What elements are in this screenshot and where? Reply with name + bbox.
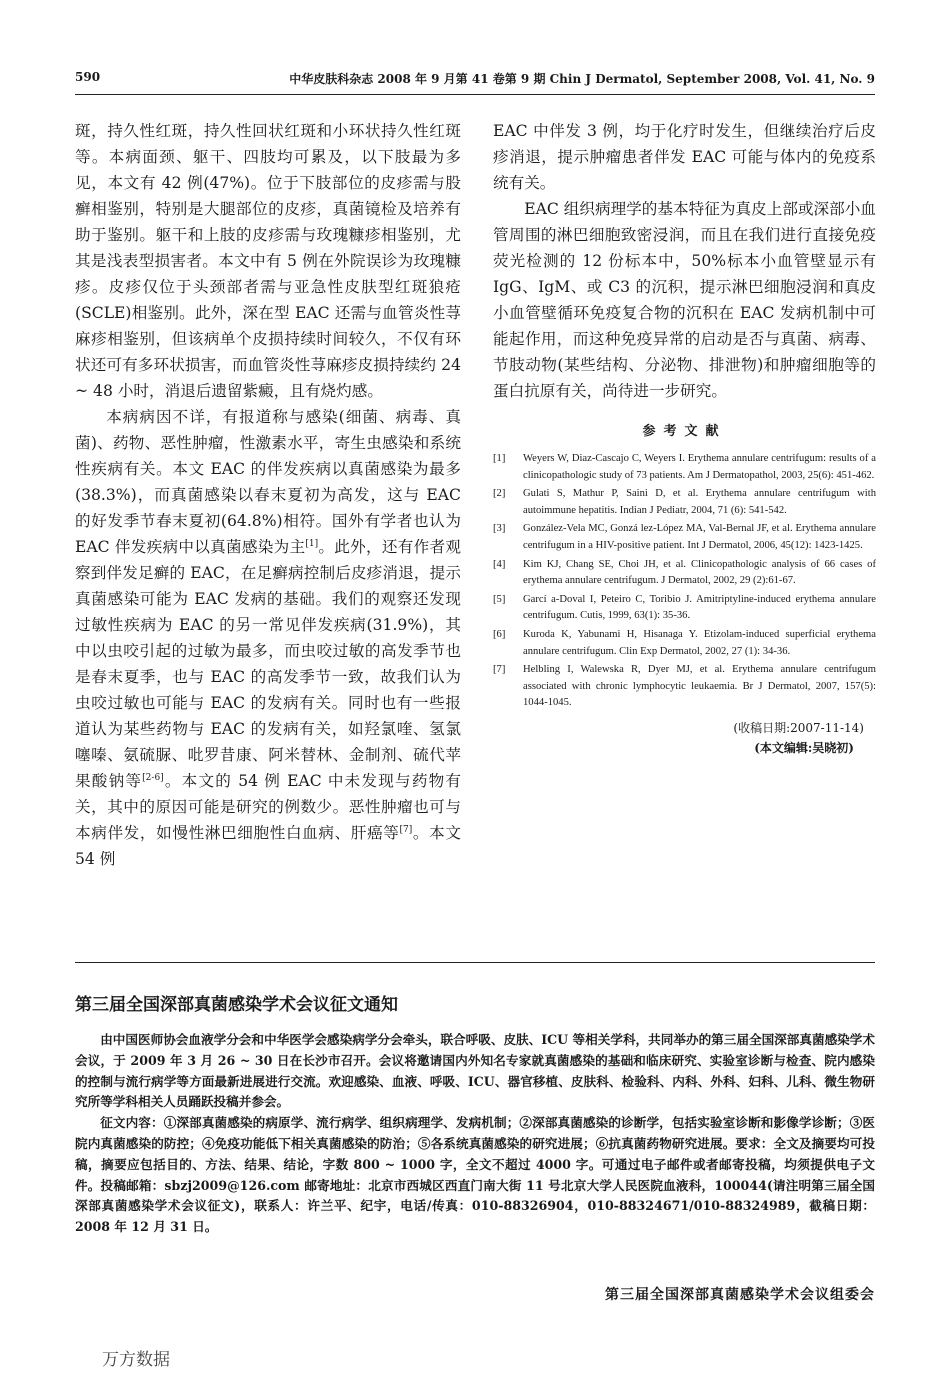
left-column <box>75 118 461 872</box>
citation-1: [1] <box>305 538 319 549</box>
notice-body <box>75 1030 875 1238</box>
right-paragraph-2: EAC 组织病理学的基本特征为真皮上部或深部小血管周围的淋巴细胞致密浸润，而且在我们进行直接免疫荧光检测的 12 份标本中，50%标本小血管壁显示有 IgG、IgM、或 C3 的沉积，提示淋巴细胞浸润和真皮小血管壁循环免疫复合物的沉积在 EAC 发病机制中可能起作用，而这种免疫异常的启动是否与真菌、病毒、节肢动物(某些结构、分泌物、排泄物)和肿瘤细胞等的蛋白抗原有关，尚待进一步研究。 <box>493 200 876 400</box>
reference-number: [3] <box>493 523 506 535</box>
right-column <box>493 118 876 758</box>
left-paragraph-2-part2: 。此外，还有作者观察到伴发足癣的 EAC，在足癣病控制后皮疹消退，提示真菌感染可能为 EAC 发病的基础。我们的观察还发现过敏性疾病为 EAC 的另一常见伴发疾病(31.9%)，其中以虫咬引起的过敏为最多，而虫咬过敏的高发季节也是春末夏季，也与 EAC 的高发季节一致，故我们认为虫咬过敏也可能与 EAC 的发病有关。同时也有一些报道认为某些药物与 EAC 的发病有关，如羟氯喹、氢氯噻嗪、氨硫脲、吡罗昔康、阿米替林、金制剂、硫代苹果酸钠等 <box>75 538 461 790</box>
watermark: 万方数据 <box>102 1350 170 1370</box>
left-paragraph-2-part3: 。本文的 54 例 EAC 中未发现与药物有关，其中的原因可能是研究的例数少。恶性肿瘤也可与本病伴发，如慢性淋巴细胞性白血病、肝癌等 <box>75 772 461 842</box>
left-paragraph-2-part1: 本病病因不详，有报道称与感染(细菌、病毒、真菌)、药物、恶性肿瘤，性激素水平，寄生虫感染和系统性疾病有关。本文 EAC 的伴发疾病以真菌感染为最多(38.3%)，而真菌感染以春末夏初为高发，这与 EAC 的好发季节春末夏初(64.8%)相符。国外有学者也认为 EAC 伴发疾病中以真菌感染为主 <box>75 408 461 556</box>
left-paragraph-2 <box>75 404 461 872</box>
reference-number: [4] <box>493 558 506 570</box>
reference-text: Gulati S, Mathur P, Saini D, et al. Erythema annulare centrifugum with autoimmune hepatitis. Indian J Pediatr, 2004, 71 (6): 541-542. <box>523 488 876 516</box>
notice-paragraph-1: 由中国医师协会血液学分会和中华医学会感染病学分会牵头，联合呼吸、皮肤、ICU 等相关学科，共同举办的第三届全国深部真菌感染学术会议，于 2009 年 3 月 26 ~ 30 日在长沙市召开。会议将邀请国内外知名专家就真菌感染的基础和临床研究、实验室诊断与检查、院内感染的控制与流行病学等方面最新进展进行交流。欢迎感染、血液、呼吸、ICU、器官移植、皮肤科、检验科、内科、外科、妇科、儿科、微生物研究所等学科相关人员踊跃投稿并参会。 <box>75 1032 875 1110</box>
reference-text: Kuroda K, Yabunami H, Hisanaga Y. Etizolam-induced superficial erythema annulare centrifugum. Clin Exp Dermatol, 2002, 27 (1): 34-36. <box>523 628 876 657</box>
reference-text: Helbling I, Walewska R, Dyer MJ, et al. Erythema annulare centrifugum associated with chronic lymphocytic leukaemia. Br J Dermatol, 2007, 157(5): 1044-1045. <box>523 664 876 709</box>
reference-number: [6] <box>493 628 506 640</box>
reference-item <box>493 521 876 554</box>
reference-item <box>493 557 876 590</box>
notice-paragraph-2: 征文内容：①深部真菌感染的病原学、流行病学、组织病理学、发病机制；②深部真菌感染的诊断学，包括实验室诊断和影像学诊断；③医院内真菌感染的防控；④免疫功能低下相关真菌感染的防治；⑤各系统真菌感染的研究进展；⑥抗真菌药物研究进展。要求：全文及摘要均可投稿，摘要应包括目的、方法、结果、结论，字数 800 ~ 1000 字，全文不超过 4000 字。可通过电子邮件或者邮寄投稿，均须提供电子文件。投稿邮箱：sbzj2009@126.com 邮寄地址：北京市西城区西直门南大街 11 号北京大学人民医院血液科，100044(请注明第三届全国深部真菌感染学术会议征文)，联系人：许兰平、纪宇，电话/传真：010-88326904，010-88324671/010-88324989，截稿日期：2008 年 12 月 31 日。 <box>75 1115 875 1235</box>
reference-item <box>493 662 876 712</box>
notice-title: 第三届全国深部真菌感染学术会议征文通知 <box>75 995 398 1015</box>
reference-number: [5] <box>493 593 506 605</box>
reference-list <box>493 451 876 712</box>
article-editor: (本文编辑:吴晓初) <box>754 740 854 755</box>
references-heading: 参考文献 <box>642 424 727 439</box>
received-date: (收稿日期:2007-11-14) <box>733 720 864 735</box>
journal-info: 中华皮肤科杂志 2008 年 9 月第 41 卷第 9 期 Chin J Dermatol, September 2008, Vol. 41, No. 9 <box>289 72 875 86</box>
reference-number: [1] <box>493 453 506 464</box>
notice-organizer: 第三届全国深部真菌感染学术会议组委会 <box>605 1287 875 1303</box>
reference-text: González-Vela MC, Gonzá lez-López MA, Val-Bernal JF, et al. Erythema annulare centrifugum in a HIV-positive patient. Int J Dermatol, 2006, 45(12): 1423-1425. <box>523 523 876 551</box>
left-paragraph-2-part4: 。本文 54 例 <box>75 824 461 868</box>
section-rule <box>75 962 875 963</box>
reference-number: [2] <box>493 488 506 500</box>
reference-item <box>493 592 876 625</box>
reference-item <box>493 451 876 484</box>
right-paragraph-1: EAC 中伴发 3 例，均于化疗时发生，但继续治疗后皮疹消退，提示肿瘤患者伴发 EAC 可能与体内的免疫系统有关。 <box>493 122 876 192</box>
page-header <box>75 70 875 88</box>
header-rule <box>75 94 875 95</box>
reference-text: Weyers W, Diaz-Cascajo C, Weyers I. Erythema annulare centrifugum: results of a clinicopathologic study of 73 patients. Am J Dermatopathol, 2003, 25(6): 451-462. <box>523 453 876 481</box>
reference-item <box>493 627 876 660</box>
page-number: 590 <box>75 70 101 84</box>
citation-7: [7] <box>399 824 413 835</box>
left-paragraph-1: 斑，持久性红斑，持久性回状红斑和小环状持久性红斑等。本病面颈、躯干、四肢均可累及，以下肢最为多见，本文有 42 例(47%)。位于下肢部位的皮疹需与股癣相鉴别，特别是大腿部位的皮疹，真菌镜检及培养有助于鉴别。躯干和上肢的皮疹需与玫瑰糠疹相鉴别，尤其是浅表型损害者。本文中有 5 例在外院误诊为玫瑰糠疹。皮疹仅位于头颈部者需与亚急性皮肤型红斑狼疮(SCLE)相鉴别。此外，深在型 EAC 还需与血管炎性荨麻疹相鉴别，但该病单个皮损持续时间较久，不仅有环状还可有多环状损害，而血管炎性荨麻疹皮损持续约 24 ~ 48 小时，消退后遗留紫癜，且有烧灼感。 <box>75 122 461 400</box>
reference-text: Garcí a-Doval I, Peteiro C, Toribio J. Amitriptyline-induced erythema annulare centrifugum. Cutis, 1999, 63(1): 35-36. <box>523 593 876 622</box>
reference-number: [7] <box>493 664 506 676</box>
citation-2-6: [2-6] <box>142 772 164 783</box>
reference-text: Kim KJ, Chang SE, Choi JH, et al. Clinicopathologic analysis of 66 cases of erythema annulare centrifugum. J Dermatol, 2002, 29 (2):61-67. <box>523 558 876 587</box>
reference-item <box>493 486 876 519</box>
